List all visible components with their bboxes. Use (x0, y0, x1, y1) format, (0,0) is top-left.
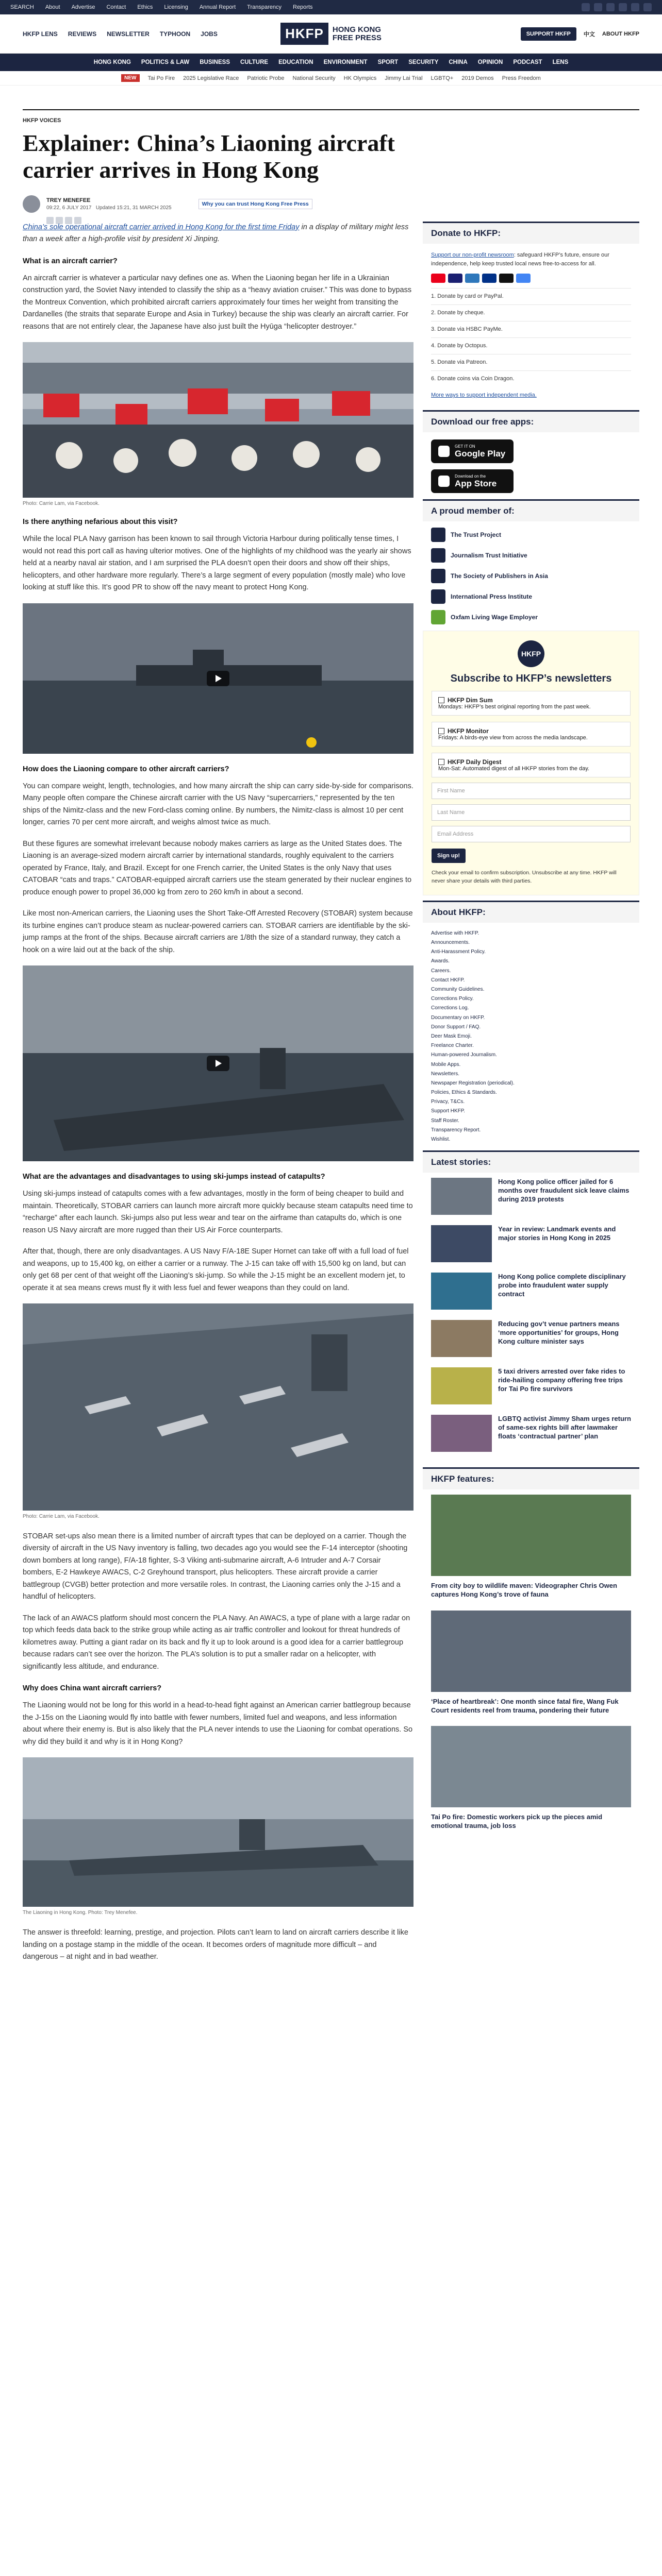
sidebar (423, 222, 639, 1846)
checkbox[interactable] (438, 697, 444, 703)
donate-option[interactable]: 4. Donate by Octopus. (431, 337, 631, 354)
about-title: About HKFP: (423, 901, 639, 923)
about-list (423, 923, 639, 1150)
apps-title: Download our free apps: (423, 410, 639, 432)
lead-paragraph (23, 222, 413, 246)
donate-option[interactable]: 2. Donate by cheque. (431, 304, 631, 321)
paragraph: Using ski-jumps instead of catapults comes with a few advantages, mostly in the form of being cheaper to build and maintain. Theoretically, STOBAR carriers can launch more aircraft more quickly because steam catapults need time to “recharge” after each launch. Ski-jumps also put less wear and tear on the airframe than catapults do, which is one reason US Navy aircraft are more rugged than their US Air Force counterparts. (23, 1190, 413, 1234)
story-title[interactable]: LGBTQ activist Jimmy Sham urges return of same-sex rights bill after lawmaker floats ‘contractual partner’ plan (498, 1415, 631, 1440)
util-annual-report[interactable]: Annual Report (199, 4, 236, 10)
support-button[interactable]: SUPPORT HKFP (521, 27, 576, 41)
cat-security[interactable]: SECURITY (408, 59, 439, 65)
paragraph: Like most non-American carriers, the Liaoning uses the Short Take-Off Arrested Recovery (STOBAR) system because its turbine engines can’t produce steam as nuclear-powered carriers can. STOBAR carriers are identifiable by the ski-jump ramps at the front of the ships. Because aircraft carriers are 1/8th the size of a standard runway, they catch a hook on a wire laid out at the back of the ship. (23, 909, 413, 954)
nl-desc: Fridays: A birds-eye view from across the media landscape. (438, 735, 588, 741)
trending-bar (0, 71, 662, 86)
carrier-deck-video[interactable] (23, 965, 413, 1161)
paragraph: While the local PLA Navy garrison has been known to sail through Victoria Harbour during politically tense times, I would not read this port call as having ulterior motives. One of the highlights of my childhood was the yearly air shows held at a nearby naval air station, and I am surprised the PLA doesn’t open their doors and show off their ships, helicopters, and other hardware more regularly. There’s a large segment of every population (mostly male) who love looking at stuff like this. It’s good PR to show off the navy meant to protect Hong Kong. (23, 535, 411, 592)
mastercard-icon (431, 274, 445, 283)
subheading: What is an aircraft carrier? (23, 257, 118, 265)
nl-name: HKFP Dim Sum (448, 697, 493, 704)
latest-story[interactable] (431, 1225, 631, 1262)
about-item[interactable]: Privacy, T&Cs. (431, 1099, 465, 1105)
about-item[interactable]: Community Guidelines. (431, 987, 485, 993)
carrier-flags-photo (23, 342, 413, 498)
cat-opinion[interactable]: OPINION (477, 59, 503, 65)
cat-podcast[interactable]: PODCAST (513, 59, 542, 65)
util-contact[interactable]: Contact (106, 4, 126, 10)
about-item[interactable]: Contact HKFP. (431, 977, 465, 983)
donate-option[interactable]: 6. Donate coins via Coin Dragon. (431, 370, 631, 387)
x-icon[interactable] (594, 3, 602, 11)
google-play-button[interactable] (431, 439, 514, 463)
latest-story[interactable] (431, 1320, 631, 1357)
new-badge: NEW (121, 74, 139, 82)
story-thumbnail[interactable] (431, 1320, 492, 1357)
logo-name-2: FREE PRESS (332, 33, 382, 42)
social-icons (582, 3, 652, 11)
email-input[interactable]: Email Address (432, 826, 631, 842)
about-item[interactable]: Corrections Log. (431, 1005, 469, 1011)
threads-icon[interactable] (643, 3, 652, 11)
feature-image[interactable] (431, 1726, 631, 1807)
ipi-icon (431, 589, 445, 604)
cat-china[interactable]: CHINA (449, 59, 468, 65)
member-name: The Society of Publishers in Asia (451, 572, 548, 580)
donate-text: : safeguard HKFP’s future, ensure our independence, help keep trusted local news free-to-access for all. (431, 252, 609, 267)
member-logo[interactable] (431, 528, 631, 542)
about-item[interactable]: Support HKFP. (431, 1108, 465, 1114)
nav-lens[interactable]: HKFP LENS (23, 30, 58, 38)
latest-story[interactable] (431, 1367, 631, 1404)
donate-option[interactable]: 1. Donate by card or PayPal. (431, 288, 631, 304)
newsletter-box (423, 631, 639, 895)
util-search[interactable]: SEARCH (10, 4, 34, 10)
jti-icon (431, 548, 445, 563)
features-list (423, 1489, 639, 1846)
latest-story[interactable] (431, 1178, 631, 1215)
trend-item[interactable]: Patriotic Probe (247, 75, 285, 81)
newsletter-title: Subscribe to HKFP’s newsletters (450, 673, 612, 685)
member-logo[interactable] (431, 548, 631, 563)
paragraph: But these figures are somewhat irrelevant because nobody makes carriers as large as the United States does. The Liaoning is an average-sized modern aircraft carrier by international standards, roughly equivalent to the carriers operated by France, Italy, and Brazil. Except for one French carrier, the United States is the only Navy that uses CATOBAR “cats and traps.” CATOBAR-equipped aircraft carriers use the steam generated by their nuclear engines to produce enough power to propel 36,000 kg from zero to 260 km/h in about a second. (23, 839, 412, 896)
feature-title[interactable]: From city boy to wildlife maven: Videographer Chris Owen captures Hong Kong’s trove of fauna (431, 1582, 617, 1599)
nl-name: HKFP Daily Digest (448, 758, 502, 766)
youtube-icon[interactable] (619, 3, 627, 11)
nav-jobs[interactable]: JOBS (201, 30, 218, 38)
updated-date: Updated 15:21, 31 MARCH 2025 (95, 205, 172, 211)
visa-icon (448, 274, 462, 283)
avatar[interactable] (23, 195, 40, 213)
member-logo[interactable] (431, 589, 631, 604)
feature-image[interactable] (431, 1495, 631, 1576)
story-title[interactable]: Year in review: Landmark events and major stories in Hong Kong in 2025 (498, 1225, 616, 1242)
subheading: What are the advantages and disadvantages to using ski-jumps instead of catapults? (23, 1173, 325, 1181)
story-thumbnail[interactable] (431, 1178, 492, 1215)
story-thumbnail[interactable] (431, 1367, 492, 1404)
photo-svg (23, 342, 413, 498)
gp-small: GET IT ON (455, 444, 475, 449)
donate-link[interactable]: Support our non-profit newsroom (431, 252, 514, 258)
googlepay-icon (516, 274, 531, 283)
util-transparency[interactable]: Transparency (247, 4, 282, 10)
dateline (46, 205, 172, 211)
trend-item[interactable]: HK Olympics (343, 75, 377, 81)
play-icon[interactable] (207, 671, 229, 686)
category-bar (0, 54, 662, 71)
donate-options (431, 288, 631, 387)
applepay-icon (499, 274, 514, 283)
feature-title[interactable]: ‘Place of heartbreak’: One month since fatal fire, Wang Fuk Court residents reel from trauma, pondering their future (431, 1697, 619, 1714)
nav-reviews[interactable]: REVIEWS (68, 30, 97, 38)
payment-icons (431, 274, 631, 283)
logo-mark: HKFP (280, 23, 328, 45)
donate-title: Donate to HKFP: (423, 222, 639, 244)
story-thumbnail[interactable] (431, 1273, 492, 1310)
trend-item[interactable]: Jimmy Lai Trial (385, 75, 423, 81)
about-item[interactable]: Announcements. (431, 940, 470, 946)
publish-date: 09:22, 6 JULY 2017 (46, 205, 92, 211)
article-header (0, 109, 662, 224)
latest-title: Latest stories: (423, 1150, 639, 1173)
story-thumbnail[interactable] (431, 1225, 492, 1262)
donate-option[interactable]: 3. Donate via HSBC PayMe. (431, 321, 631, 337)
lead-rest: in a display of military might less than a week after a high-profile visit by president Xi Jinping. (23, 223, 409, 244)
about-item[interactable]: Policies, Ethics & Standards. (431, 1090, 497, 1096)
subheading: How does the Liaoning compare to other aircraft carriers? (23, 765, 229, 773)
about-item[interactable]: Wishlist. (431, 1137, 451, 1143)
more-ways-link[interactable]: More ways to support independent media. (431, 392, 537, 399)
latest-story[interactable] (431, 1415, 631, 1452)
facebook-icon[interactable] (582, 3, 590, 11)
cat-business[interactable]: BUSINESS (200, 59, 230, 65)
about-item[interactable]: Donor Support / FAQ. (431, 1024, 481, 1030)
masthead (0, 14, 662, 54)
member-name: Journalism Trust Initiative (451, 552, 527, 560)
donate-box (423, 244, 639, 407)
logo-text (333, 26, 382, 42)
language-link[interactable]: 中文 (583, 31, 595, 38)
photo-svg (23, 1303, 413, 1511)
author-name[interactable]: TREY MENEFEE (46, 197, 91, 204)
checkbox[interactable] (438, 759, 444, 765)
instagram-icon[interactable] (606, 3, 615, 11)
photo-svg (23, 1757, 413, 1907)
nl-name: HKFP Monitor (448, 727, 489, 735)
trend-item[interactable]: 2019 Demos (461, 75, 494, 81)
newsletter-note: Check your email to confirm subscription. Unsubscribe at any time. HKFP will never share your details with third parties. (432, 870, 617, 885)
about-item[interactable]: Corrections Policy. (431, 996, 474, 1002)
trend-item[interactable]: National Security (292, 75, 336, 81)
last-name-input[interactable]: Last Name (432, 804, 631, 821)
member-logo[interactable] (431, 610, 631, 624)
trend-item[interactable]: Press Freedom (502, 75, 541, 81)
member-title: A proud member of: (423, 499, 639, 521)
cat-education[interactable]: EDUCATION (278, 59, 313, 65)
sopa-icon (431, 569, 445, 583)
header-rule (23, 109, 639, 110)
about-item[interactable]: Human-powered Journalism. (431, 1052, 497, 1058)
byline-text (46, 197, 172, 211)
trend-item[interactable]: 2025 Legislative Race (183, 75, 239, 81)
about-item[interactable]: Awards. (431, 958, 450, 964)
cat-culture[interactable]: CULTURE (240, 59, 269, 65)
trust-project-icon (431, 528, 445, 542)
as-big: App Store (455, 478, 497, 488)
lead-link[interactable]: China’s sole operational aircraft carrier arrived in Hong Kong for the first time Friday (23, 223, 300, 231)
newsletter-option[interactable] (432, 722, 631, 747)
trust-link[interactable]: Why you can trust Hong Kong Free Press (198, 199, 312, 209)
newsletter-option[interactable] (432, 691, 631, 716)
nl-desc: Mondays: HKFP’s best original reporting from the past week. (438, 704, 591, 710)
feature-title[interactable]: Tai Po fire: Domestic workers pick up the pieces amid emotional trauma, job loss (431, 1812, 603, 1830)
as-small: Download on the (455, 473, 486, 479)
linkedin-icon[interactable] (631, 3, 639, 11)
paragraph: The answer is threefold: learning, prestige, and projection. Pilots can’t learn to land on aircraft carriers describe it like landing on a postage stamp in the middle of the ocean. It becomes orders of magnitude more difficult – and dangerous – at night and in bad weather. (23, 1928, 408, 1961)
util-ethics[interactable]: Ethics (137, 4, 153, 10)
nl-desc: Mon-Sat: Automated digest of all HKFP stories from the day. (438, 766, 590, 772)
about-item[interactable]: Newspaper Registration (periodical). (431, 1080, 515, 1086)
app-store-button[interactable] (431, 469, 514, 493)
liaoning-hk-photo (23, 1757, 413, 1907)
photo-caption: The Liaoning in Hong Kong. Photo: Trey Menefee. (23, 1910, 138, 1916)
about-item[interactable]: Newsletters. (431, 1071, 460, 1077)
about-item[interactable]: Mobile Apps. (431, 1061, 461, 1067)
latest-story[interactable] (431, 1273, 631, 1310)
trend-item[interactable]: Tai Po Fire (147, 75, 175, 81)
util-about[interactable]: About (45, 4, 60, 10)
main-nav (23, 30, 280, 38)
byline (23, 195, 639, 213)
article-body (23, 222, 413, 1973)
donate-option[interactable]: 5. Donate via Patreon. (431, 354, 631, 370)
about-item[interactable]: Careers. (431, 968, 451, 974)
about-item[interactable]: Anti-Harassment Policy. (431, 949, 486, 955)
util-licensing[interactable]: Licensing (164, 4, 188, 10)
nav-typhoon[interactable]: TYPHOON (159, 30, 191, 38)
photo-caption: Photo: Carrie Lam, via Facebook. (23, 1513, 100, 1519)
newsletter-option[interactable] (432, 753, 631, 777)
spacer (423, 432, 639, 439)
harbour-video[interactable] (23, 603, 413, 754)
features-title: HKFP features: (423, 1467, 639, 1489)
story-title[interactable]: Hong Kong police complete disciplinary probe into fraudulent water supply contract (498, 1273, 626, 1298)
about-item[interactable]: Advertise with HKFP. (431, 930, 479, 936)
carrier-jets-photo (23, 1303, 413, 1511)
section-label[interactable]: HKFP VOICES (23, 117, 61, 124)
cat-sport[interactable]: SPORT (377, 59, 399, 65)
cat-politics[interactable]: POLITICS & LAW (141, 59, 190, 65)
latest-list (423, 1173, 639, 1467)
paragraph: The Liaoning would not be long for this world in a head-to-head fight against an American carrier battlegroup because the J-15s on the Liaoning would fly into battle with fewer numbers, limited fuel and weapons, and less information about where their enemy is. But is also likely that the PLA never intends to use the Liaoning for combat operations. So why did they build it and why is it in Hong Kong? (23, 1701, 413, 1746)
subheading: Why does China want aircraft carriers? (23, 1684, 162, 1693)
utility-bar (0, 0, 662, 14)
member-name: Oxfam Living Wage Employer (451, 614, 538, 621)
about-link[interactable]: ABOUT HKFP (602, 30, 639, 37)
story-title[interactable]: Reducing gov’t venue partners means ‘more opportunities’ for groups, Hong Kong culture minister says (498, 1320, 620, 1346)
hkfp-badge: HKFP (518, 640, 544, 667)
cat-environment[interactable]: ENVIRONMENT (323, 59, 368, 65)
amex-icon (465, 274, 479, 283)
checkbox[interactable] (438, 728, 444, 734)
paragraph: An aircraft carrier is whatever a particular navy defines one as. When the Liaoning began her life in a Ukrainian construction yard, the Soviet Navy intended to classify the ship as a “heavy aviation cruiser.” This was done to bypass the Montreux Convention, which prohibited aircraft carriers approximately four times her weight from transiting the Dardanelles (the straits that separate Europe and Asia in Turkey) because the ship was clearly an aircraft carrier. For reasons that are not entirely clear, the Japanese have also just built the Hyūga “helicopter destroyer.” (23, 274, 412, 331)
about-item[interactable]: Freelance Charter. (431, 1043, 474, 1049)
about-item[interactable]: Deer Mask Emoji. (431, 1033, 472, 1039)
signup-button[interactable]: Sign up! (432, 849, 466, 863)
trend-item[interactable]: LGBTQ+ (431, 75, 454, 81)
member-name: International Press Institute (451, 593, 533, 601)
masthead-right (382, 27, 639, 41)
story-title[interactable]: 5 taxi drivers arrested over fake rides to ride-hailing company offering free trips for Tai Po fire survivors (498, 1367, 625, 1393)
paragraph: The lack of an AWACS platform should most concern the PLA Navy. An AWACS, a type of plane with a large radar on top which feeds data back to the strike group while acting as air traffic controller and lookout for threat hundreds of kilometres away. Putting a giant radar on its back and fly it up to look around is a good idea for a carrier battlegroup because radars can’t see over the horizon. The PLA’s solution is to put a smaller radar on a helicopter, with significantly less altitude, and endurance. (23, 1614, 410, 1671)
photo-caption: Photo: Carrie Lam, via Facebook. (23, 501, 100, 507)
nav-newsletter[interactable]: NEWSLETTER (107, 30, 150, 38)
play-icon[interactable] (207, 1056, 229, 1071)
page-title: Explainer: China’s Liaoning aircraft carrier arrives in Hong Kong (23, 130, 395, 183)
about-item[interactable]: Transparency Report. (431, 1127, 481, 1133)
gp-big: Google Play (455, 448, 506, 459)
paragraph: You can compare weight, length, technologies, and how many aircraft the ship can carry side-by-side for comparisons. Many people often compare the Chinese aircraft carrier with the US Navy “supercarriers,” represented by the ten ships of the Nimitz-class and the new Ford-class coming online. By numbers, the Nimitz-class is almost 10 per cent longer, carries 70 per cent more aircraft, and weighs almost twice as much. (23, 782, 413, 827)
logo-name-1: HONG KONG (332, 25, 382, 34)
story-thumbnail[interactable] (431, 1415, 492, 1452)
subheading: Is there anything nefarious about this visit? (23, 518, 178, 527)
paragraph: STOBAR set-ups also mean there is a limited number of aircraft types that can be deployed on a carrier. Though the diversity of aircraft in the US Navy inventory is falling, two decades ago you would see the F-14 interceptor (shooting down bombers at long range), F/A-18 fighter, S-3 Viking anti-submarine aircraft, A-6 Intruder and A-7 Corsair bombers, E-2 Hawkeye AWACS, C-2 Greyhound transport, plus helicopters. These aircraft provide a carrier battlegroup (CVGB) better protection and more versatile roles. In contrast, the Liaoning carries only the J-15 and a handful of helicopters. (23, 1532, 408, 1601)
member-name: The Trust Project (451, 531, 502, 539)
cat-hong-kong[interactable]: HONG KONG (93, 59, 131, 65)
paypal-icon (482, 274, 496, 283)
util-reports[interactable]: Reports (293, 4, 313, 10)
cat-lens[interactable]: LENS (552, 59, 569, 65)
first-name-input[interactable]: First Name (432, 783, 631, 799)
about-item[interactable]: Documentary on HKFP. (431, 1014, 485, 1021)
paragraph: After that, though, there are only disadvantages. A US Navy F/A-18E Super Hornet can take off with a full load of fuel and weapons, up to 15,400 kg, on either a carrier or a runway. The J-15 can take off with 15,500 kg on land, but can only get 68 per cent of that weight off the Liaoning’s ski-jump. So while the J-15 might be an excellent modern jet, to operate it at sea means crews must fly it with less fuel and fewer weapons than they could on land. (23, 1247, 409, 1292)
member-logo[interactable] (431, 569, 631, 583)
oxfam-icon (431, 610, 445, 624)
about-item[interactable]: Staff Roster. (431, 1117, 459, 1124)
feature-image[interactable] (431, 1611, 631, 1692)
site-logo[interactable] (280, 23, 382, 45)
story-title[interactable]: Hong Kong police officer jailed for 6 months over fraudulent sick leave claims during 2019 protests (498, 1178, 630, 1204)
util-advertise[interactable]: Advertise (71, 4, 95, 10)
